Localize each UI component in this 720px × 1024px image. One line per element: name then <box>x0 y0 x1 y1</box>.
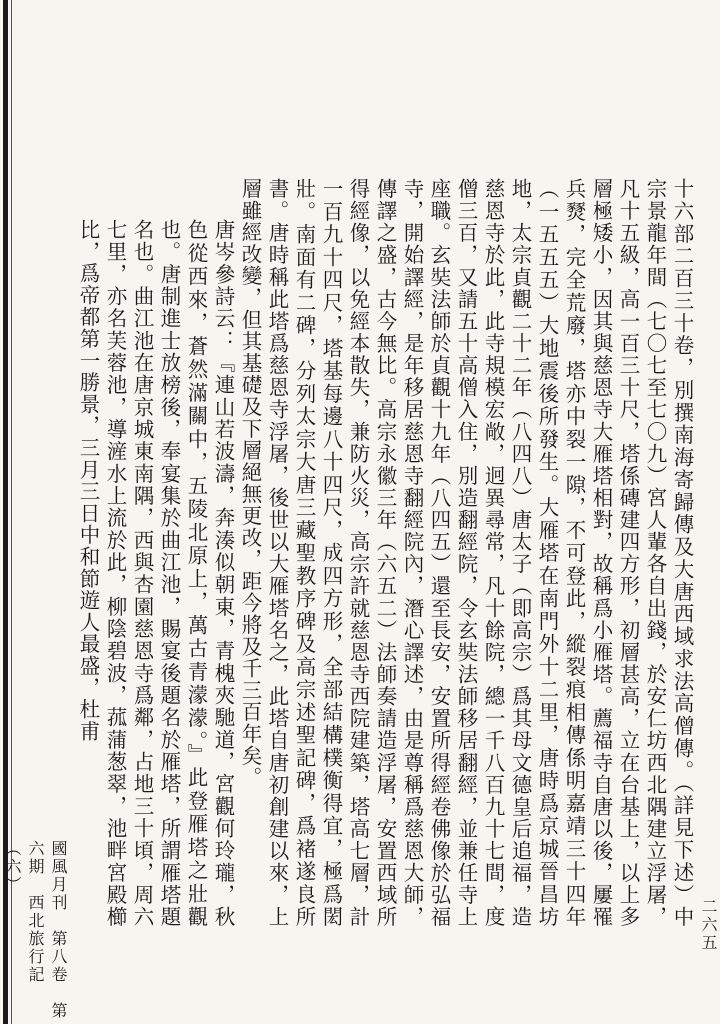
page-number: 二六五 <box>699 898 718 952</box>
running-header: 國風月刊 第八卷 第六期 西北旅行記（六） <box>3 840 68 1020</box>
page-body <box>76 178 718 1008</box>
paragraph-2: 唐岑參詩云：『連山若波濤，奔湊似朝東，青槐夾馳道，宮觀何玲瓏，秋色從西來，蒼然滿關中，五陵北原上，萬古青濛濛。』此登雁塔之壯觀也。唐制進士放榜後，奉宴集於曲江池，賜宴後題名於雁塔，所謂雁塔題名也。曲江池在唐京城東南隅，西與杏園慈恩寺爲鄰，占地三十頃，周六七里，亦名芙蓉池，導滻水上流於此，柳陰碧波，菰蒲葱翠，池畔宮殿櫛比，爲帝都第一勝景，三月三日中和節遊人最盛，杜甫 <box>76 219 235 928</box>
paragraph-1: 十六部二百三十卷，別撰南海寄歸傳及大唐西域求法高僧傳。（詳見下述）中宗景龍年間（七〇七至七〇九）宮人輩各自出錢，於安仁坊西北隅建立浮屠，凡十五級，高一百三十尺，塔係磚建四方形，初層甚高，立在台基上，以上多層極矮小，因其與慈恩寺大雁塔相對，故稱爲小雁塔。薦福寺自唐以後，屢罹兵燹，完全荒廢，塔亦中裂一隙，不可登此，縱裂痕相傳係明嘉靖三十四年（一五五五）大地震後所發生。大雁塔在南門外十二里，唐時爲京城晉昌坊地，太宗貞觀二十二年（八四八）唐太子（即高宗）爲其母文德皇后追福，造慈恩寺於此，此寺規模宏敞，迥異尋常，凡十餘院，總一千八百九十七間，度僧三百，又請五十高僧入住，別造翻經院，令玄奘法師移居翻經，並兼任寺上座職。玄奘法師於貞觀十九年（八四五）還至長安，安置所得經卷佛像於弘福寺，開始譯經，是年移居慈恩寺翻經院內，潛心譯述，由是尊稱爲慈恩大師，傳譯之盛，古今無比。高宗永徽三年（六五二）法師奏請造浮屠，安置西域所得經像，以免經本散失，兼防火災，高宗許就慈恩寺西院建築，塔高七層，計一百九十四尺，塔基每邊八十四尺，成四方形，全部結構樸衡得宜，極爲閎壯。南面有二碑，分列太宗大唐三藏聖教序碑及高宗述聖記碑，爲褚遂良所書。唐時稱此塔爲慈恩寺浮屠，後世以大雁塔名之，此塔自唐初創建以來，上層雖經改變，但其基礎及下層絕無更改，距今將及千三百年矣。 <box>238 178 694 928</box>
body-text <box>76 178 695 928</box>
